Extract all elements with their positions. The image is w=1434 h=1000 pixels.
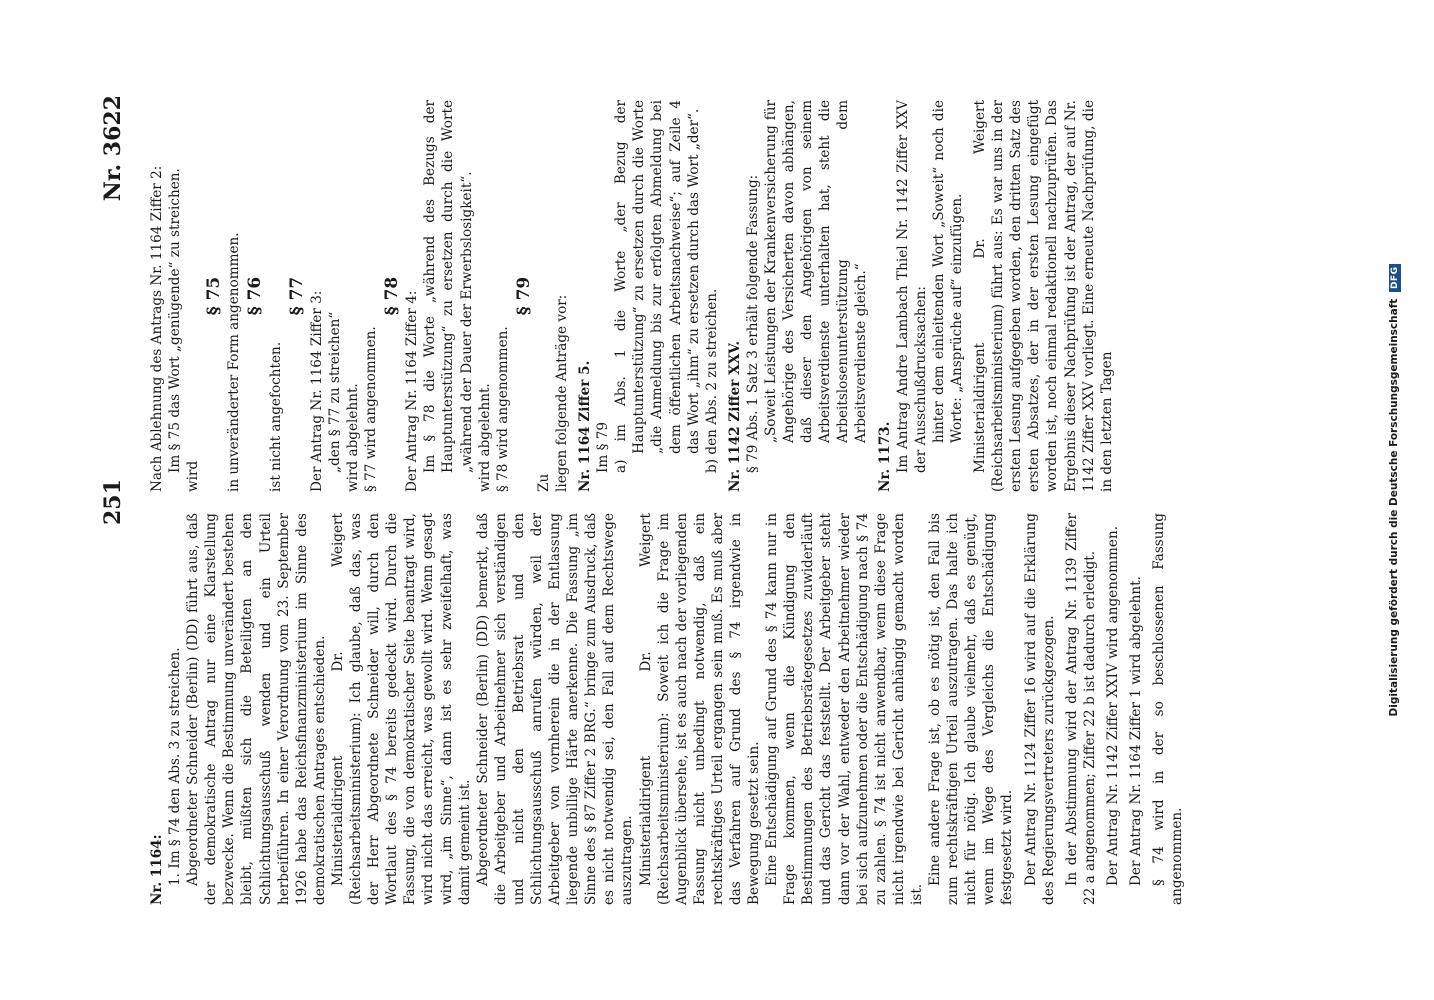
- paragraph: § 78 wird angenommen.: [494, 326, 511, 492]
- dfg-logo: DFG: [1389, 264, 1401, 293]
- paragraph: wird abgelehnt.: [476, 383, 493, 492]
- section-heading: § 77: [286, 276, 307, 316]
- motion-text: Im § 79: [595, 421, 612, 473]
- paragraph: Eine andere Frage ist, ob es nötig ist, den Fall bis zum rechtskräftigen Urteil auszutragen. Das halte ich nicht für nötig. Ich glaube vielmehr, daß es genügt, wenn im Wege des Vergleichs die Entschädigung festgesetzt wird.: [927, 513, 1016, 905]
- paragraph: Ministerialdirigent Dr. Weigert (Reichsarbeitsministerium): Ich glaube, daß das, was der Herr Abgeordnete Schneider will, durch den Wortlaut des § 74 bereits gedeckt wird. Durch die Fassung, die von demokratischer Seite beantragt wird, wird nicht das erreicht, was gewollt wird. Wenn gesagt wird, „im Sinne“, dann ist es sehr zweifelhaft, was damit gemeint ist.: [329, 513, 473, 905]
- paragraph: Zu: [535, 473, 552, 492]
- paragraph: Abgeordneter Schneider (Berlin) (DD) führt aus, daß der demokratische Antrag nur eine Klarstellung bezwecke. Wenn die Bestimmung unverändert bestehen bleibt, müßten sich die Beteiligten an den Schlichtungsausschuß wenden und ein Urteil herbeiführen. In einer Verordnung vom 23. September 1926 habe das Reichsfinanzministerium im Sinne des demokratischen Antrages entschieden.: [185, 513, 328, 905]
- motion-item: a) im Abs. 1 die Worte „der Bezug der Hauptunterstützung“ zu ersetzen durch die Worte „die Anmeldung bis zur erfolgten Abmeldung bei dem öffentlichen Arbeitsnachweise“; auf Zeile 4 das Wort „ihm“ zu ersetzen durch das Wort „der“.: [613, 100, 702, 473]
- section-heading: § 76: [245, 276, 266, 316]
- section-heading: § 75: [204, 276, 225, 316]
- paragraph: Nach Ablehnung des Antrags Nr. 1164 Ziffer 2:: [149, 165, 165, 492]
- motion-heading: Nr. 1142 Ziffer XXV.: [726, 340, 743, 492]
- motion-text: Im § 78 die Worte „während des Bezugs der Hauptunterstützung“ zu ersetzen durch die Worte „während der Dauer der Erwerbslosigkeit“.: [422, 100, 475, 473]
- page-header: [100, 0, 130, 1000]
- motion-text: § 79 Abs. 1 Satz 3 erhält folgende Fassung:: [744, 174, 761, 473]
- motion-text: 1. Im § 74 den Abs. 3 zu streichen.: [167, 647, 184, 886]
- document-number: Nr. 3622: [100, 95, 126, 202]
- paragraph: Eine Entschädigung auf Grund des § 74 kann nur in Frage kommen, wenn die Kündigung den Bestimmungen des Betriebsrätegesetzes zuwiderläuft und das Gericht das feststellt. Der Arbeitgeber steht dann vor der Wahl, entweder den Arbeitnehmer wieder bei sich aufzunehmen oder die Entschädigung nach § 74 zu zahlen. § 74 ist nicht anwendbar, wenn diese Frage nicht irgendwie bei Gericht anhängig gemacht worden ist.: [764, 513, 925, 905]
- section-heading: § 79: [513, 276, 534, 316]
- paragraph: wird abgelehnt.: [344, 383, 361, 492]
- motion-text: Im Antrag Andre Lambach Thiel Nr. 1142 Ziffer XXV der Ausschußdrucksachen:: [894, 100, 929, 473]
- paragraph: § 74 wird in der so beschlossenen Fassung angenommen.: [1151, 513, 1186, 905]
- paragraph: In der Abstimmung wird der Antrag Nr. 1139 Ziffer 22 a angenommen; Ziffer 22 b ist dadurch erledigt.: [1063, 513, 1098, 905]
- left-column: [148, 513, 1186, 905]
- paragraph: Ministerialdirigent Dr. Weigert (Reichsarbeitsministerium): Soweit ich die Frage im Augenblick übersehe, ist es auch nach der vorliegenden Fassung nicht unbedingt notwendig, daß ein rechtskräftiges Urteil ergangen sein muß. Es muß aber das Verfahren auf Grund des § 74 irgendwie in Bewegung gesetzt sein.: [637, 513, 763, 905]
- motion-heading: Nr. 1173.: [876, 421, 893, 492]
- section-heading: § 78: [382, 276, 403, 316]
- motion-heading: Nr. 1164 Ziffer 5.: [577, 360, 594, 492]
- paragraph: Abgeordneter Schneider (Berlin) (DD) bemerkt, daß die Arbeitgeber und Arbeitnehmer sich verständigen und nicht den Betriebsrat und den Schlichtungsausschuß anrufen würden, weil der Arbeitgeber von vornherein die in der Entlassung liegende unbillige Härte anerkenne. Die Fassung „im Sinne des § 87 Ziffer 2 BRG.“ bringe zum Ausdruck, daß es nicht notwendig sei, den Fall auf dem Rechtswege auszutragen.: [474, 513, 636, 905]
- motion-text: „den § 77 zu streichen“: [326, 311, 343, 473]
- right-column: [148, 100, 1116, 492]
- motion-quote: „Soweit Leistungen der Krankenversicherung für Angehörige des Versicherten davon abhängen, daß dieser den Angehörigen von seinem Arbeitsverdienste unterhalten hat, steht die Arbeitslosenunterstützung dem Arbeitsverdienste gleich.“: [763, 100, 870, 444]
- paragraph: Ministerialdirigent Dr. Weigert (Reichsarbeitsministerium) führt aus: Es war uns in der ersten Lesung aufgegeben worden, den dritten Satz des ersten Absatzes, der in der ersten Lesung eingefügt worden ist, noch einmal redaktionell nachzuprüfen. Das Ergebnis dieser Nachprüfung ist der Antrag, der auf Nr. 1142 Ziffer XXV vorliegt. Eine erneute Nachprüfung, die in den letzten Tagen: [972, 100, 1115, 492]
- motion-text: Im § 75 das Wort „genügende“ zu streichen.: [167, 168, 184, 473]
- paragraph: ist nicht angefochten.: [267, 341, 284, 492]
- paragraph: Der Antrag Nr. 1164 Ziffer 4:: [404, 290, 421, 492]
- page-number: 251: [100, 479, 126, 525]
- digitization-footer: [1388, 20, 1401, 960]
- paragraph: wird: [185, 460, 202, 492]
- motion-quote: hinter dem einleitenden Wort „Soweit“ noch die Worte: „Ansprüche auf“ einzufügen.: [930, 100, 965, 444]
- paragraph: Der Antrag Nr. 1142 Ziffer XXIV wird angenommen.: [1104, 525, 1121, 886]
- footer-text: Digitalisierung gefördert durch die Deutsche Forschungsgemeinschaft: [1388, 298, 1400, 717]
- motion-heading: Nr. 1164:: [149, 834, 165, 905]
- paragraph: Der Antrag Nr. 1164 Ziffer 1 wird abgelehnt.: [1127, 576, 1144, 886]
- paragraph: § 77 wird angenommen.: [363, 326, 380, 492]
- paragraph: Der Antrag Nr. 1124 Ziffer 16 wird auf die Erklärung des Regierungsvertreters zurückgezogen.: [1022, 513, 1057, 905]
- motion-item: b) den Abs. 2 zu streichen.: [703, 288, 720, 473]
- paragraph: Der Antrag Nr. 1164 Ziffer 3:: [308, 290, 325, 492]
- paragraph: liegen folgende Anträge vor:: [553, 294, 570, 492]
- paragraph: in unveränderter Form angenommen.: [226, 232, 243, 492]
